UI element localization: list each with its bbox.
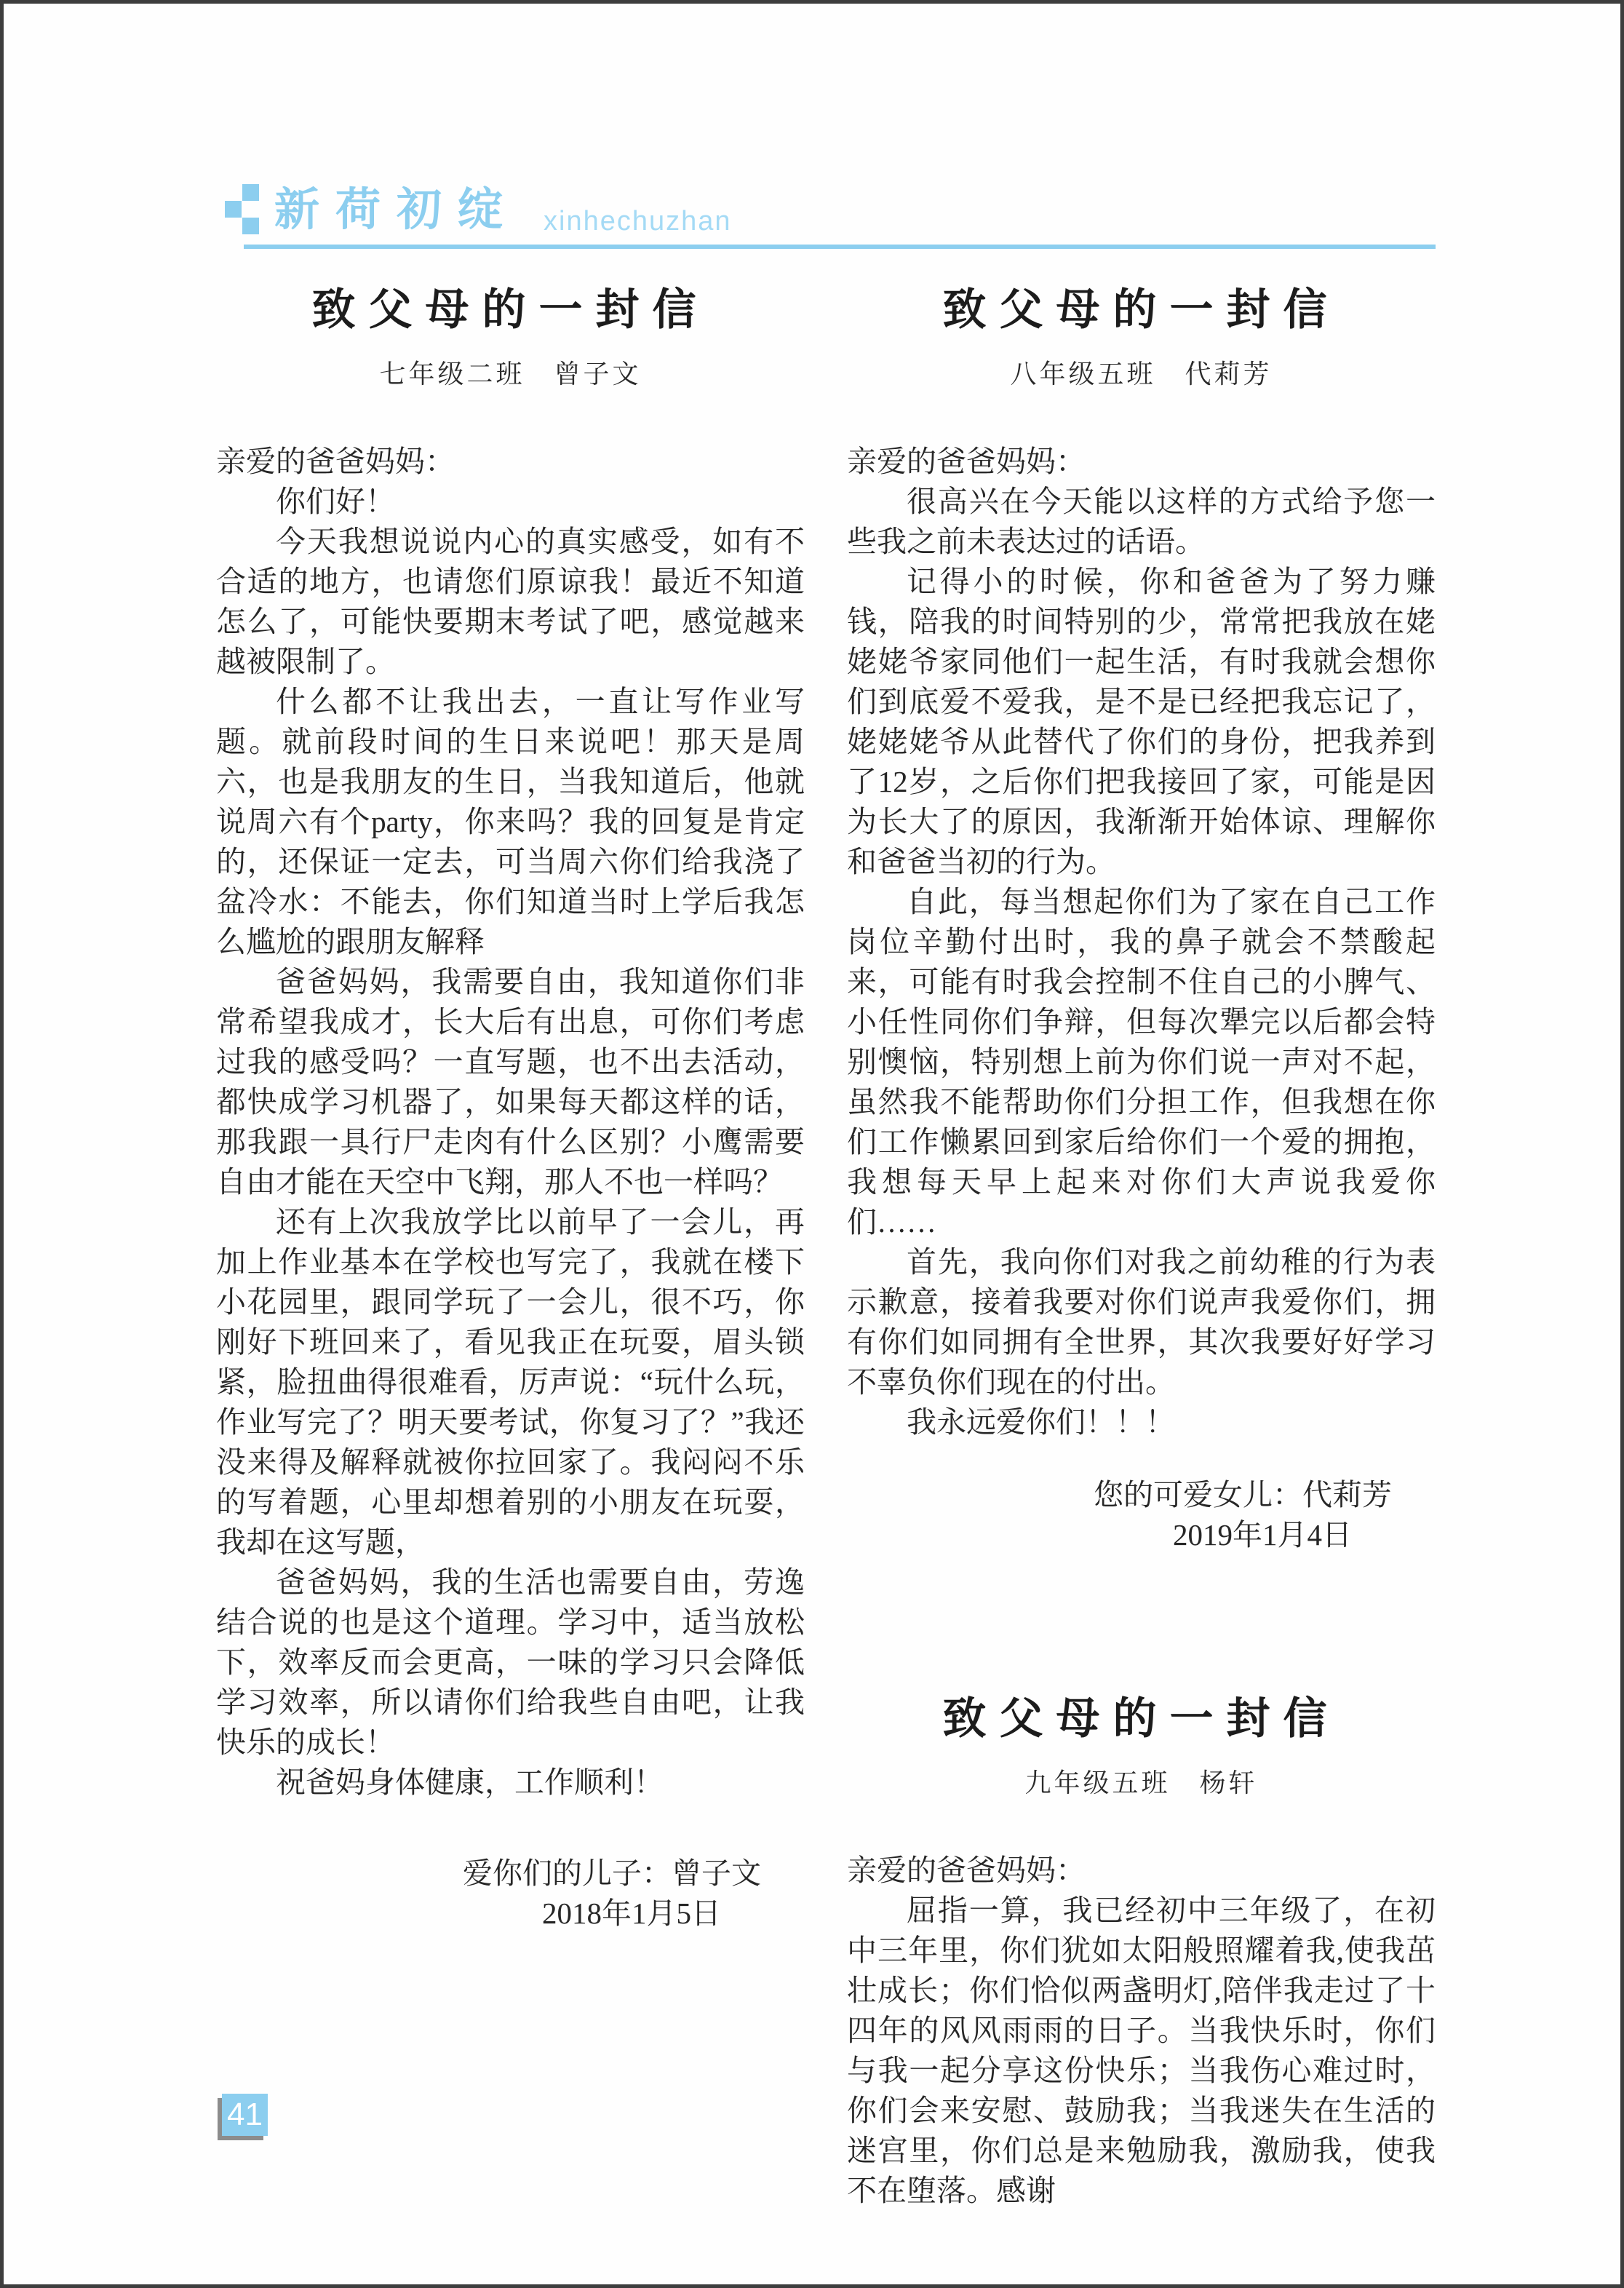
letter-1-title: 致父母的一封信 <box>311 286 709 334</box>
letter-1-paragraph: 爸爸妈妈，我的生活也需要自由，劳逸结合说的也是这个道理。学习中，适当放松下，效率反而会更高，一味的学习只会降低学习效率，所以请你们给我些自由吧，让我快乐的成长！ <box>216 1565 805 1759</box>
letter-1-paragraph: 今天我想说说内心的真实感受，如有不合适的地方，也请您们原谅我！最近不知道怎么了，可能快要期末考试了吧，感觉越来越被限制了。 <box>216 525 805 678</box>
letter-3-paragraph: 屈指一算，我已经初中三年级了，在初中三年里，你们犹如太阳般照耀着我,使我茁壮成长；你们恰似两盏明灯,陪伴我走过了十四年的风风雨雨的日子。当我快乐时，你们与我一起分享这份快乐；当我伤心难过时，你们会来安慰、鼓励我；当我迷失在生活的迷宫里，你们总是来勉励我，激励我，使我不在堕落。感谢 <box>847 1894 1436 2207</box>
letter-1 <box>216 285 805 1934</box>
letter-3-salutation: 亲爱的爸爸妈妈： <box>847 1854 1086 1887</box>
letter-1-paragraph: 什么都不让我出去，一直让写作业写题。就前段时间的生日来说吧！那天是周六，也是我朋友的生日，当我知道后，他就说周六有个party，你来吗？我的回复是肯定的，还保证一定去，可当周六你们给我浇了盆冷水：不能去，你们知道当时上学后我怎么尴尬的跟朋友解释 <box>216 685 805 958</box>
page-number-badge: 41 <box>222 2094 268 2136</box>
column-left <box>216 273 805 2211</box>
letter-3-title: 致父母的一封信 <box>942 1695 1340 1743</box>
logo-square-icon <box>242 184 259 201</box>
letter-2-body <box>847 442 1436 1442</box>
logo-title: 新荷初绽 <box>274 185 520 235</box>
letter-2-signature-block <box>847 1475 1436 1555</box>
letter-1-paragraph: 爸爸妈妈，我需要自由，我知道你们非常希望我成才，长大后有出息，可你们考虑过我的感受吗？一直写题，也不出去活动，都快成学习机器了，如果每天都这样的话，那我跟一具行尸走肉有什么区别？小鹰需要自由才能在天空中飞翔，那人不也一样吗？ <box>216 965 805 1199</box>
letter-1-paragraph: 还有上次我放学比以前早了一会儿，再加上作业基本在学校也写完了，我就在楼下小花园里，跟同学玩了一会儿，很不巧，你刚好下班回来了，看见我正在玩耍，眉头锁紧，脸扭曲得很难看，厉声说：“玩什么玩，作业写完了？明天要考试，你复习了？”我还没来得及解释就被你拉回家了。我闷闷不乐的写着题，心里却想着别的小朋友在玩耍，我却在这写题， <box>216 1205 805 1559</box>
letter-1-date: 2018年1月5日 <box>542 1896 721 1930</box>
content-columns <box>216 273 1436 2211</box>
letter-1-salutation: 亲爱的爸爸妈妈： <box>216 445 455 478</box>
letter-2-byline: 八年级五班 代莉芳 <box>1010 360 1273 389</box>
logo-square-icon <box>242 218 259 234</box>
letter-1-body <box>216 442 805 1803</box>
letter-2-paragraph: 自此，每当想起你们为了家在自己工作岗位辛勤付出时，我的鼻子就会不禁酸起来，可能有时我会控制不住自己的小脾气、小任性同你们争辩，但每次犟完以后都会特别懊恼，特别想上前为你们说一声对不起，虽然我不能帮助你们分担工作，但我想在你们工作懒累回到家后给你们一个爱的拥抱，我想每天早上起来对你们大声说我爱你们…… <box>847 885 1436 1239</box>
letter-2-paragraph: 首先，我向你们对我之前幼稚的行为表示歉意，接着我要对你们说声我爱你们，拥有你们如同拥有全世界，其次我要好好学习不辜负你们现在的付出。 <box>847 1245 1436 1399</box>
letter-1-byline: 七年级二班 曾子文 <box>379 360 642 389</box>
letter-2-salutation: 亲爱的爸爸妈妈： <box>847 445 1086 478</box>
letter-2-title: 致父母的一封信 <box>942 286 1340 334</box>
letter-1-paragraph: 祝爸妈身体健康，工作顺利！ <box>276 1765 664 1799</box>
logo-square-icon <box>225 201 242 218</box>
letter-3 <box>847 1693 1436 2211</box>
letter-2-paragraph: 很高兴在今天能以这样的方式给予您一些我之前未表达过的话语。 <box>847 485 1436 558</box>
letter-3-body <box>847 1851 1436 2211</box>
letter-2-date: 2019年1月4日 <box>1173 1518 1352 1552</box>
logo-subtitle: xinhechuzhan <box>544 206 732 237</box>
column-right <box>847 273 1436 2211</box>
letter-2 <box>847 285 1436 1555</box>
letter-1-signature: 爱你们的儿子：曾子文 <box>463 1856 761 1890</box>
letter-1-paragraph: 你们好！ <box>276 485 395 518</box>
letter-3-byline: 九年级五班 杨轩 <box>1024 1768 1258 1798</box>
logo-mark-icon <box>224 184 259 235</box>
header-rule-divider <box>244 245 1436 249</box>
letter-2-signature: 您的可爱女儿：代莉芳 <box>1094 1478 1392 1512</box>
letter-2-paragraph: 我永远爱你们！！！ <box>907 1405 1175 1439</box>
letter-1-signature-block <box>216 1854 805 1934</box>
letter-2-paragraph: 记得小的时候，你和爸爸为了努力赚钱，陪我的时间特别的少，常常把我放在姥姥姥爷家同他们一起生活，有时我就会想你们到底爱不爱我，是不是已经把我忘记了，姥姥姥爷从此替代了你们的身份，把我养到了12岁，之后你们把我接回了家，可能是因为长大了的原因，我渐渐开始体谅、理解你和爸爸当初的行为。 <box>847 565 1436 878</box>
